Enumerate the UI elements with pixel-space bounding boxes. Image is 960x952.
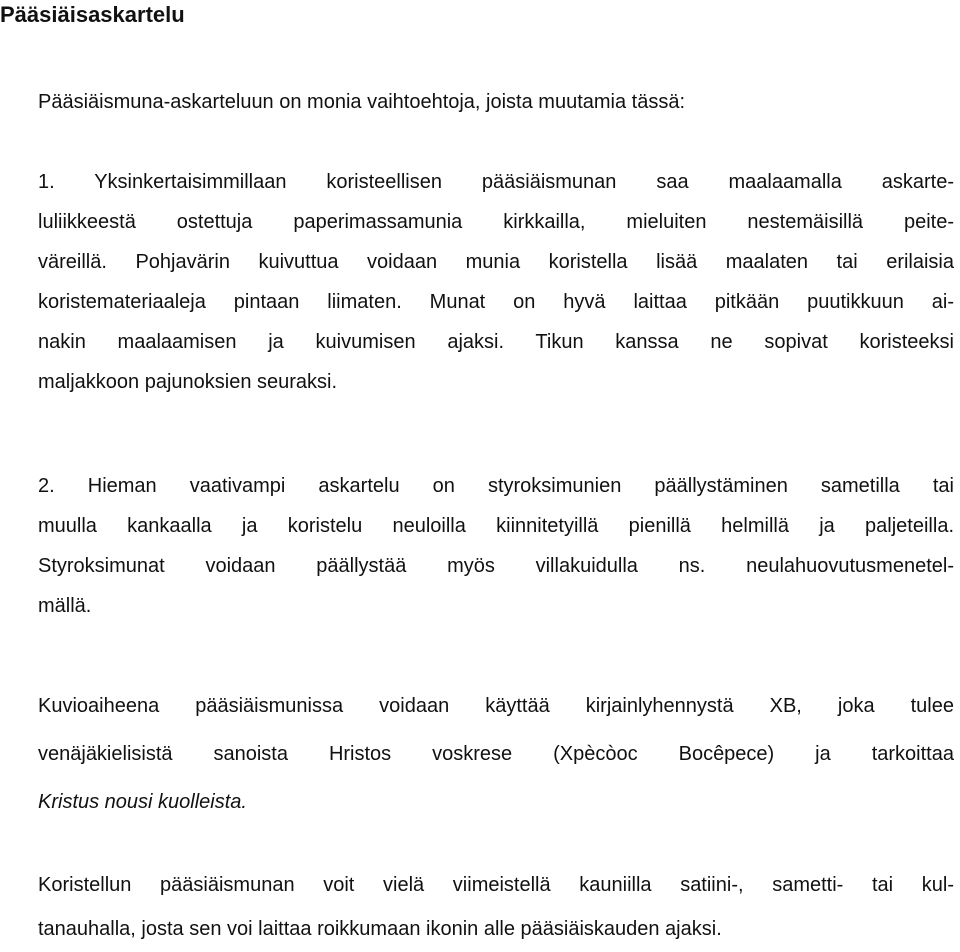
- text-line: luliikkeestä ostettuja paperimassamunia kirkkailla, mieluiten nestemäisillä peite-: [38, 211, 954, 233]
- motif-paragraph: [38, 684, 954, 828]
- text-line: venäjäkielisistä sanoista Hristos voskrese (Хрèсòос Восêресе) ja tarkoittaa: [38, 743, 954, 765]
- text-line: nakin maalaamisen ja kuivumisen ajaksi. Tikun kanssa ne sopivat koristeeksi: [38, 331, 954, 353]
- italic-text-line: Kristus nousi kuolleista.: [38, 791, 247, 813]
- text-line: Pääsiäismuna-askarteluun on monia vaihtoehtoja, joista muutamia tässä:: [38, 91, 686, 113]
- list-item-1-paragraph: [38, 162, 954, 402]
- text-line: tanauhalla, josta sen voi laittaa roikkumaan ikonin alle pääsiäiskauden ajaksi.: [38, 918, 722, 940]
- intro-paragraph: [38, 82, 954, 122]
- text-line: Styroksimunat voidaan päällystää myös villakuidulla ns. neulahuovutusmenetel-: [38, 555, 954, 577]
- text-line: muulla kankaalla ja koristelu neuloilla kiinnitetyillä pienillä helmillä ja paljeteilla.: [38, 515, 954, 537]
- text-line: maljakkoon pajunoksien seuraksi.: [38, 371, 338, 393]
- document-title: Pääsiäisaskartelu: [0, 2, 185, 27]
- list-item-2-paragraph: [38, 466, 954, 626]
- text-line: Koristellun pääsiäismunan voit vielä viimeistellä kauniilla satiini-, sametti- tai kul-: [38, 874, 954, 896]
- closing-paragraph: [38, 864, 954, 952]
- text-line: koristemateriaaleja pintaan liimaten. Munat on hyvä laittaa pitkään puutikkuun ai-: [38, 291, 954, 313]
- text-line: mällä.: [38, 595, 92, 617]
- text-line: 2. Hieman vaativampi askartelu on styroksimunien päällystäminen sametilla tai: [38, 475, 954, 497]
- text-line: 1. Yksinkertaisimmillaan koristeellisen pääsiäismunan saa maalaamalla askarte-: [38, 171, 954, 193]
- text-line: väreillä. Pohjavärin kuivuttua voidaan munia koristella lisää maalaten tai erilaisia: [38, 251, 954, 273]
- text-line: Kuvioaiheena pääsiäismunissa voidaan käyttää kirjainlyhennystä ХВ, joka tulee: [38, 695, 954, 717]
